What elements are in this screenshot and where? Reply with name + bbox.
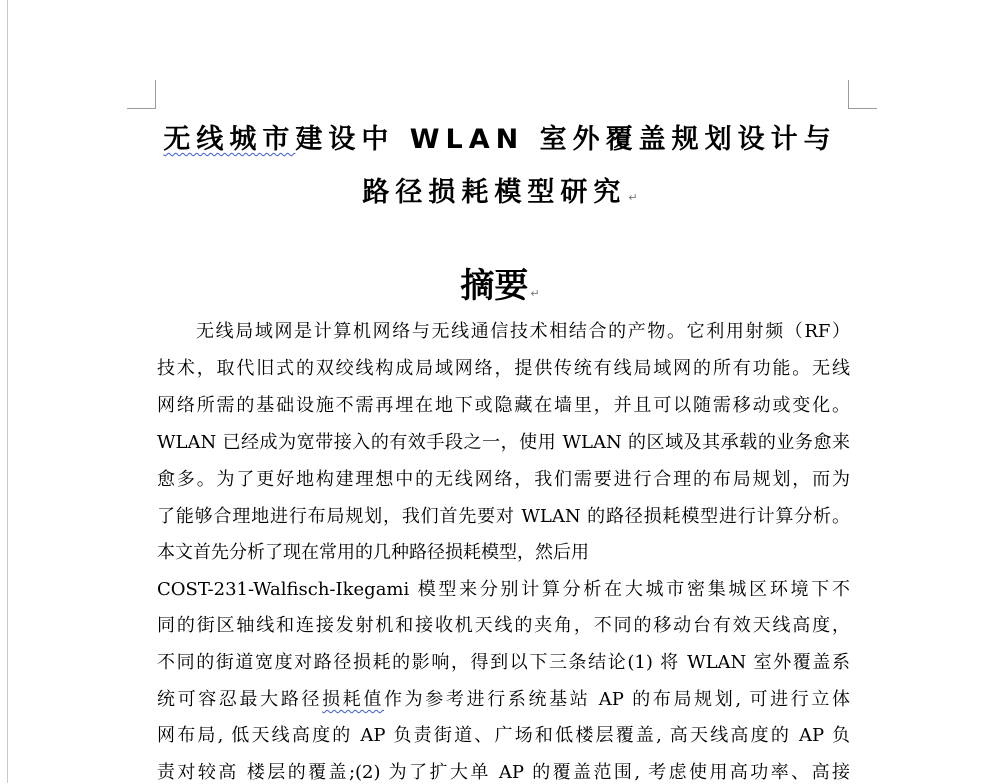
- abstract-line: 责对较高 楼层的覆盖;(2) 为了扩大单 AP 的覆盖范围, 考虑使用高功率、高接: [157, 762, 850, 783]
- abstract-line: 网布局, 低天线高度的 AP 负责街道、广场和低楼层覆盖, 高天线高度的 AP 负: [157, 725, 850, 746]
- abstract-line-text: 作为参考进行系统基站 AP 的布局规划, 可进行立体: [384, 689, 851, 710]
- abstract-line: 不同的街道宽度对路径损耗的影响，得到以下三条结论(1) 将 WLAN 室外覆盖系: [157, 652, 850, 673]
- title-line-1-text: 建设中 WLAN 室外覆盖规划设计与: [295, 124, 837, 155]
- crop-mark-top-left: [127, 80, 156, 109]
- spell-check-underline: 损耗值: [322, 689, 385, 710]
- abstract-line: 了能够合理地进行布局规划，我们首先要对 WLAN 的路径损耗模型进行计算分析。: [157, 506, 850, 527]
- abstract-line: WLAN 已经成为宽带接入的有效手段之一，使用 WLAN 的区域及其承载的业务愈来: [157, 432, 850, 453]
- title-line-2-text: 路径损耗模型研究: [362, 177, 627, 208]
- abstract-line: 技术，取代旧式的双绞线构成局域网络，提供传统有线局域网的所有功能。无线: [157, 358, 850, 379]
- abstract-heading-text: 摘要: [460, 266, 529, 306]
- paragraph-mark-icon: ↵: [530, 287, 540, 300]
- document-title-line-1: [100, 117, 900, 156]
- abstract-line: [157, 685, 850, 711]
- abstract-line: 网络所需的基础设施不需再埋在地下或隐藏在墙里，并且可以随需移动或变化。: [157, 395, 850, 416]
- abstract-line: COST-231-Walfisch-Ikegami 模型来分别计算分析在大城市密集城区环境下不: [157, 579, 850, 600]
- abstract-line: 愈多。为了更好地构建理想中的无线网络，我们需要进行合理的布局规划，而为: [157, 469, 850, 490]
- abstract-line: 无线局域网是计算机网络与无线通信技术相结合的产物。它利用射频（RF）: [196, 321, 850, 342]
- abstract-line-text: 统可容忍最大路径: [157, 689, 323, 710]
- abstract-line: 同的街区轴线和连接发射机和接收机天线的夹角，不同的移动台有效天线高度，: [157, 615, 850, 636]
- abstract-line: 本文首先分析了现在常用的几种路径损耗模型，然后用: [157, 542, 589, 563]
- paragraph-mark-icon: ↵: [628, 191, 638, 204]
- spell-check-underline: 无线城市: [163, 124, 296, 155]
- abstract-heading: [100, 258, 900, 307]
- document-title-line-2: [100, 170, 900, 209]
- page-left-edge: [7, 0, 8, 783]
- crop-mark-top-right: [848, 80, 877, 109]
